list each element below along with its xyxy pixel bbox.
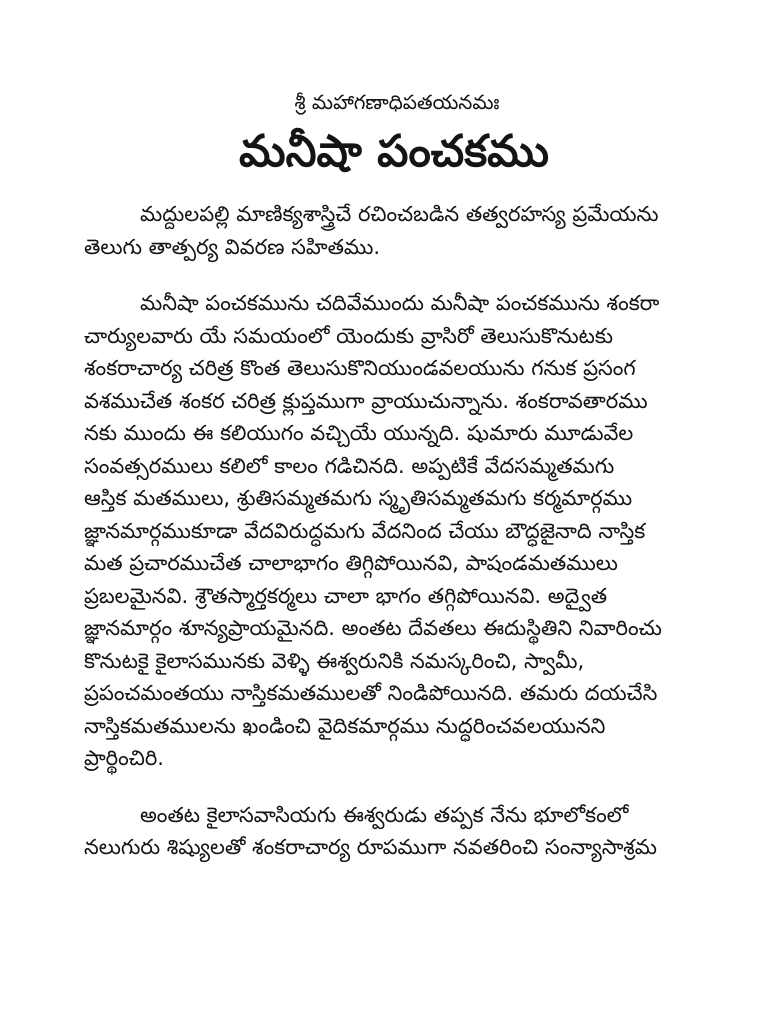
paragraph-line: ఆస్తిక మతములు, శ్రుతిసమ్మతమగు స్మృతిసమ్మతమగు కర్మమార్గము	[84, 486, 633, 510]
paragraph-line: వశముచేత శంకర చరిత్ర క్లుప్తముగా వ్రాయుచున్నాను. శంకరావతారము	[84, 388, 648, 413]
paragraph-line: నాస్తికమతములను ఖండించి వైదికమార్గము నుద్ధరించవలయునని	[84, 713, 606, 738]
paragraph-line: శంకరాచార్య చరిత్ర కొంత తెలుసుకొనియుండవలయును గనుక ప్రసంగ	[84, 356, 636, 380]
paragraph-line: ప్రార్థించిరి.	[84, 746, 164, 770]
paragraph-continuation	[84, 799, 690, 864]
paragraph-line: మత ప్రచారముచేత చాలాభాగం తిగ్గిపోయినవి, పాషండమతములు	[84, 551, 618, 575]
paragraph-line: మనీషా పంచకమును చదివేముందు మనీషా పంచకమును శంకరా	[140, 291, 660, 315]
paragraph-line: జ్ఞానమార్గం శూన్యప్రాయమైనది. అంతట దేవతలు ఈదుస్థితిని నివారించు	[84, 616, 662, 640]
paragraph-line: అంతట కైలాసవాసియగు ఈశ్వరుడు తప్పక నేను భూలోకంలో	[140, 802, 629, 827]
paragraph-line: నకు ముందు ఈ కలియుగం వచ్చియే యున్నది. షుమారు మూడువేల	[84, 421, 634, 445]
paragraph-line: ప్రబలమైనవి. శ్రౌతస్మార్తకర్మలు చాలా భాగం తగ్గిపోయినవి. అద్వైత	[84, 583, 608, 608]
paragraph-line: తెలుగు తాత్పర్య వివరణ సహితము.	[84, 234, 381, 259]
paragraph-line: కొనుటకై కైలాసమునకు వెళ్ళి ఈశ్వరునికి నమస్కరించి, స్వామీ,	[84, 648, 585, 673]
paragraph-line: నలుగురు శిష్యులతో శంకరాచార్య రూపముగా నవతరించి సంన్యాసాశ్రమ	[84, 835, 657, 859]
paragraph-line: మద్దులపల్లి మాణిక్యశాస్త్రిచే రచించబడిన తత్వరహస్య ప్రమేయను	[140, 202, 659, 226]
paragraph-line: ప్రపంచమంతయు నాస్తికమతములతో నిండిపోయినది. తమరు దయచేసి	[84, 681, 658, 705]
paragraph-intro	[84, 198, 690, 263]
paragraph-main	[84, 287, 690, 775]
paragraph-line: జ్ఞానమార్గముకూడా వేదవిరుద్ధమగు వేదనింద చేయు బౌద్ధజైనాది నాస్తిక	[84, 518, 646, 543]
paragraph-line: చార్యులవారు యే సమయంలో యెందుకు వ్రాసిరో తెలుసుకొనుటకు	[84, 323, 614, 348]
invocation-heading: శ్రీ మహాగణాధిపతయనమః	[294, 90, 500, 114]
page-title: మనీషా పంచకము	[239, 126, 549, 177]
paragraph-line: సంవత్సరములు కలిలో కాలం గడిచినది. అప్పటికే వేదసమ్మతమగు	[84, 453, 615, 478]
